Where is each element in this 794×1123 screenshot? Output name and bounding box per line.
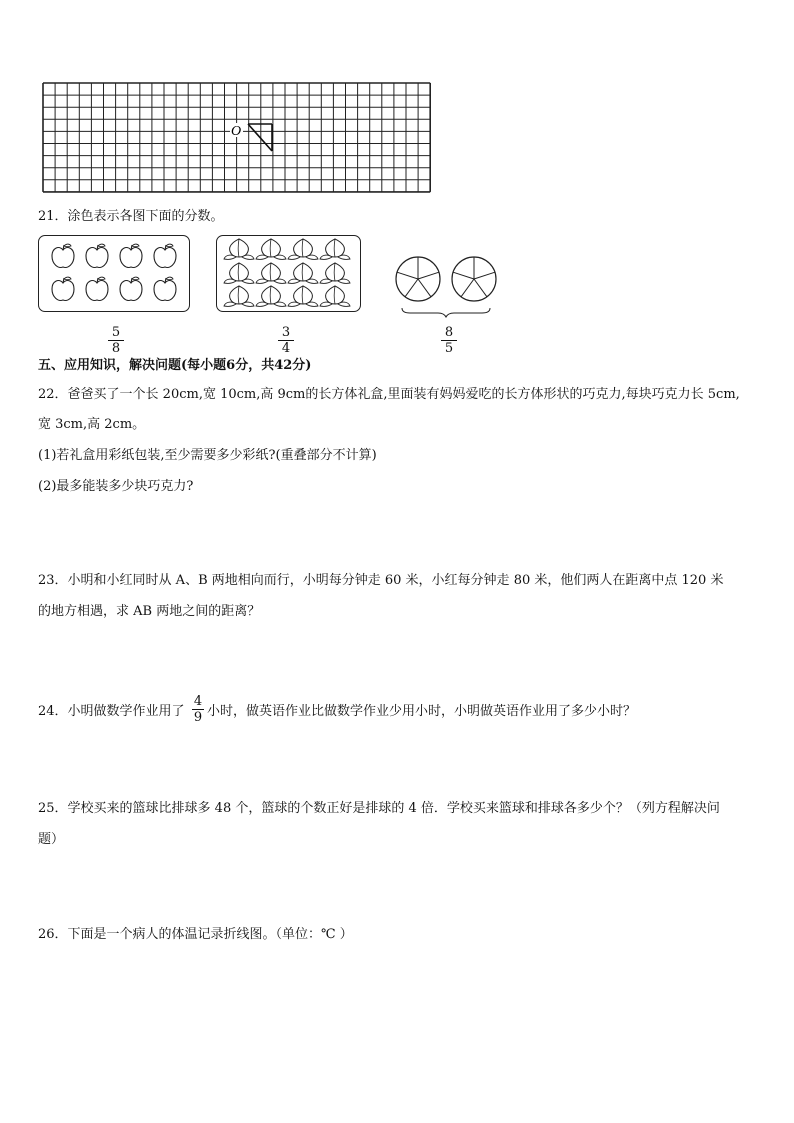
question-24-text: [38, 703, 185, 721]
peach-icon: [288, 263, 318, 283]
peach-icon: [320, 286, 350, 306]
apple-icon: [86, 277, 108, 300]
question-24-before: 24．小明做数学作业用了: [38, 704, 185, 719]
pie-circle-1: [396, 257, 440, 301]
fraction-four-ninths: 4 9: [193, 694, 203, 725]
peach-icon: [288, 239, 318, 259]
peaches-box: [216, 235, 361, 312]
question-22-sub-1: (1)若礼盒用彩纸包装,至少需要多少彩纸?(重叠部分不计算): [38, 448, 377, 463]
peach-icon: [256, 239, 286, 259]
question-24-after: 小时，做英语作业比做数学作业少用小时，小明做英语作业用了多少小时？: [207, 704, 637, 719]
question-21-text: 21．涂色表示各图下面的分数。: [38, 209, 224, 224]
question-23-line-2: 的地方相遇，求 AB 两地之间的距离？: [38, 604, 261, 619]
figure-segment-diagonal: [248, 124, 272, 151]
apples-box: [38, 235, 190, 312]
pie-circle-2: [452, 257, 496, 301]
origin-label: O: [231, 124, 242, 139]
apple-icon: [52, 244, 74, 267]
peach-icon: [224, 263, 254, 283]
circles-group: [390, 250, 502, 320]
fraction-three-quarters: 3 4: [276, 325, 296, 356]
question-26-text: 26．下面是一个病人的体温记录折线图。（单位：℃ ）: [38, 927, 353, 942]
peach-icon: [320, 263, 350, 283]
apple-icon: [154, 277, 176, 300]
peach-icon: [224, 286, 254, 306]
peach-icon: [256, 286, 286, 306]
question-22-line-2: 宽 3cm,高 2cm。: [38, 417, 146, 432]
coordinate-grid: [40, 80, 434, 196]
question-25-line-2: 题）: [38, 832, 65, 847]
question-23-line-1: 23．小明和小红同时从 A、B 两地相向而行，小明每分钟走 60 米，小红每分钟走 80 米，他们两人在距离中点 120 米: [38, 573, 724, 588]
apple-icon: [86, 244, 108, 267]
question-22-sub-2: (2)最多能装多少块巧克力?: [38, 479, 194, 494]
peach-icon: [224, 239, 254, 259]
question-25-line-1: 25．学校买来的篮球比排球多 48 个，篮球的个数正好是排球的 4 倍．学校买来篮球和排球各多少个？（列方程解决问: [38, 801, 720, 816]
peach-icon: [256, 263, 286, 283]
brace: [402, 308, 490, 317]
fraction-eight-fifths: 8 5: [439, 325, 459, 356]
apple-icon: [120, 277, 142, 300]
apple-icon: [154, 244, 176, 267]
fraction-five-eighths: 5 8: [106, 325, 126, 356]
question-22-line-1: 22．爸爸买了一个长 20cm,宽 10cm,高 9cm的长方体礼盒,里面装有妈妈爱吃的长方体形状的巧克力,每块巧克力长 5cm,: [38, 387, 740, 402]
peach-icon: [288, 286, 318, 306]
peaches-group: [217, 236, 360, 311]
peach-icon: [320, 239, 350, 259]
apple-icon: [52, 277, 74, 300]
apples-group: [39, 236, 189, 311]
apple-icon: [120, 244, 142, 267]
section-5-title: 五、应用知识，解决问题(每小题6分，共42分): [38, 358, 312, 373]
